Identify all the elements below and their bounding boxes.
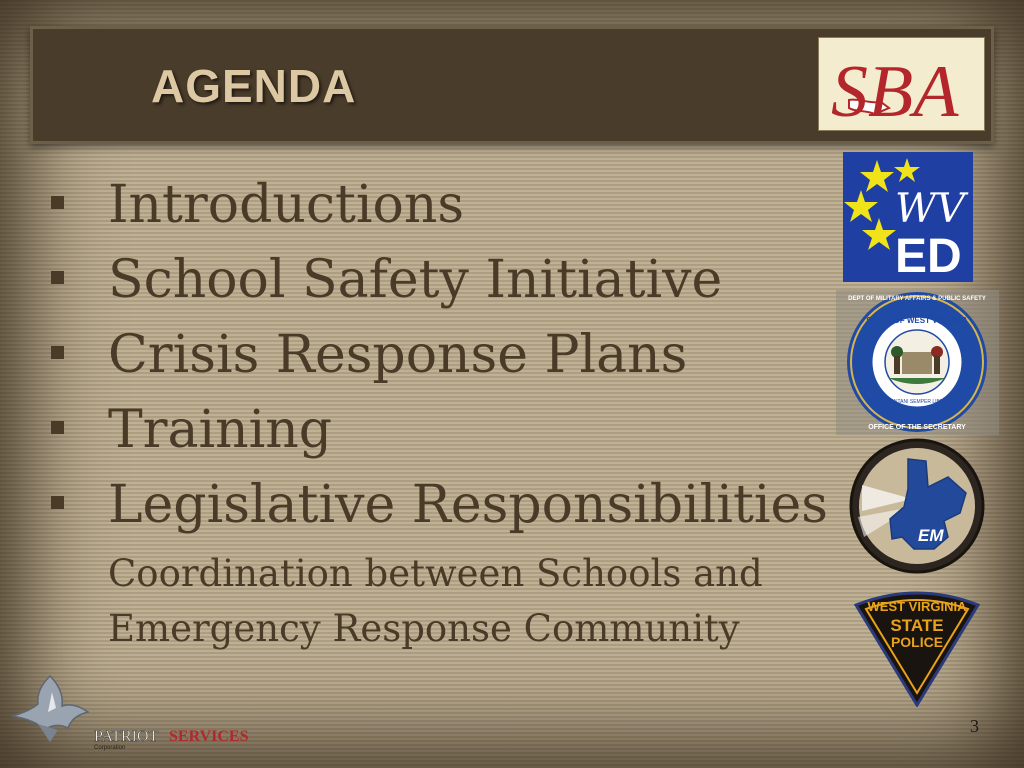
wv-ed-logo-icon bbox=[843, 152, 973, 282]
square-bullet-icon bbox=[51, 496, 64, 509]
patriot-logo-text: PATRIOT bbox=[94, 728, 159, 745]
sub-point bbox=[108, 546, 828, 656]
seal-outer-text: DEPT OF MILITARY AFFAIRS & PUBLIC SAFETY bbox=[848, 296, 986, 302]
sub-point-line: Coordination between Schools and bbox=[108, 552, 763, 595]
sub-point-line: Emergency Response Community bbox=[108, 607, 740, 650]
police-badge-text: STATE bbox=[890, 616, 944, 635]
police-badge-text: WEST VIRGINIA bbox=[867, 599, 967, 614]
seal-motto: MONTANI SEMPER LIBERI bbox=[885, 399, 949, 405]
square-bullet-icon bbox=[51, 421, 64, 434]
emergency-management-logo-icon bbox=[848, 437, 986, 575]
bullet-text: Crisis Response Plans bbox=[108, 325, 688, 385]
seal-bottom-text: OFFICE OF THE SECRETARY bbox=[868, 424, 966, 431]
police-badge-text: POLICE bbox=[890, 634, 944, 650]
wv-ed-logo-text: WV bbox=[895, 186, 965, 232]
list-item bbox=[48, 393, 828, 468]
state-police-badge-icon bbox=[852, 585, 982, 707]
list-item bbox=[48, 468, 828, 543]
sba-logo-text: SBA bbox=[831, 51, 959, 130]
state-seal-icon bbox=[836, 290, 999, 435]
wv-ed-logo-text: ED bbox=[895, 230, 962, 282]
sba-logo-icon bbox=[818, 37, 985, 131]
em-logo-text: EM bbox=[918, 526, 944, 545]
list-item bbox=[48, 243, 828, 318]
agenda-list bbox=[48, 168, 828, 543]
bullet-text: Introductions bbox=[108, 175, 465, 235]
square-bullet-icon bbox=[51, 271, 64, 284]
list-item bbox=[48, 168, 828, 243]
seal-text: STATE OF WEST VIRGINIA bbox=[866, 316, 968, 325]
slide-title: AGENDA bbox=[151, 60, 357, 112]
bullet-text: Training bbox=[108, 400, 333, 460]
square-bullet-icon bbox=[51, 346, 64, 359]
page-number: 3 bbox=[970, 716, 979, 736]
list-item bbox=[48, 318, 828, 393]
patriot-services-logo-icon bbox=[8, 672, 258, 752]
patriot-logo-corp: Corporation bbox=[94, 745, 126, 751]
bullet-text: School Safety Initiative bbox=[108, 250, 723, 310]
square-bullet-icon bbox=[51, 196, 64, 209]
bullet-text: Legislative Responsibilities bbox=[108, 475, 828, 535]
patriot-logo-text: SERVICES bbox=[169, 728, 249, 745]
